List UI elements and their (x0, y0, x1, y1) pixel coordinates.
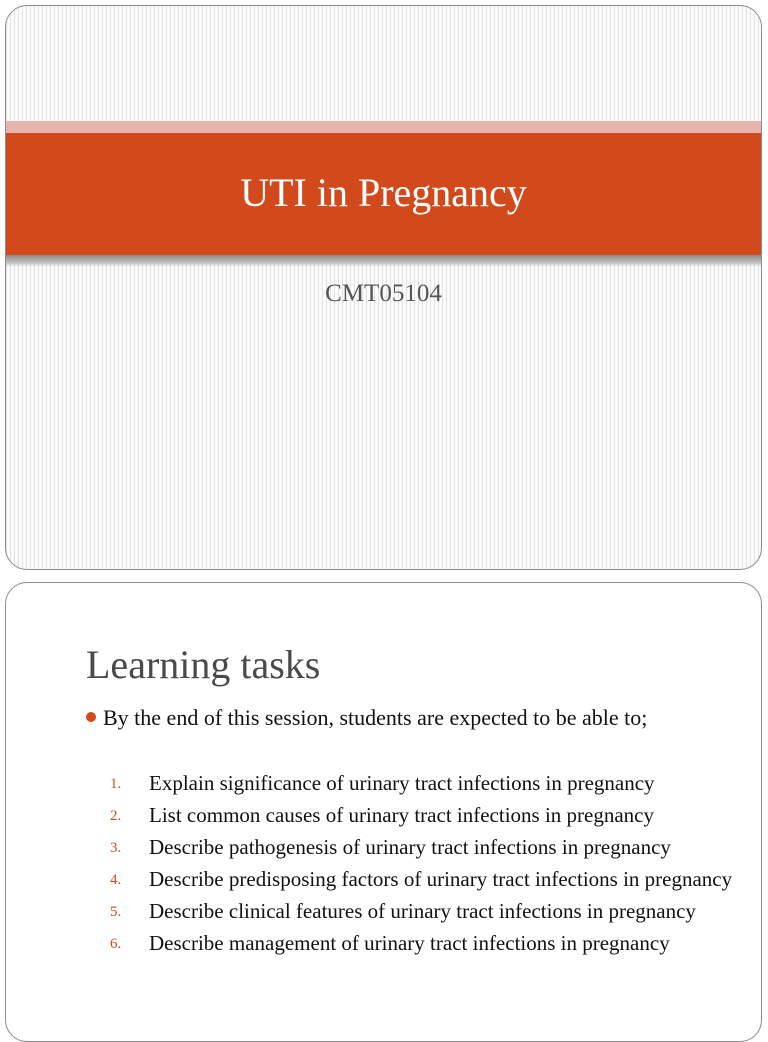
bullet-dot-icon (86, 712, 96, 722)
task-number: 4. (110, 872, 122, 888)
task-number: 2. (110, 808, 122, 824)
task-item (110, 929, 740, 958)
title-band-highlight (6, 121, 761, 133)
task-item (110, 897, 740, 926)
task-text: Describe predisposing factors of urinary tract infections in pregnancy (149, 867, 733, 891)
task-text: Describe pathogenesis of urinary tract infections in pregnancy (149, 835, 671, 859)
task-text: Explain significance of urinary tract infections in pregnancy (149, 771, 655, 795)
task-text: List common causes of urinary tract infections in pregnancy (149, 803, 655, 827)
task-number: 6. (110, 936, 122, 952)
task-number: 5. (110, 904, 122, 920)
task-item (110, 865, 740, 894)
task-item (110, 833, 740, 862)
task-item (110, 801, 740, 830)
intro-bullet-text: By the end of this session, students are expected to be able to; (103, 705, 648, 730)
title-band-shadow (6, 255, 761, 267)
task-number: 1. (110, 776, 122, 792)
slide-subtitle: CMT05104 (325, 280, 442, 307)
title-band (6, 133, 761, 255)
title-slide (5, 5, 762, 570)
learning-tasks-title: Learning tasks (86, 642, 321, 687)
intro-bullet (86, 703, 726, 733)
learning-tasks-slide (5, 582, 762, 1042)
slide-title: UTI in Pregnancy (240, 169, 527, 215)
task-item (110, 769, 740, 798)
task-number: 3. (110, 840, 122, 856)
tasks-list (110, 769, 740, 961)
task-text: Describe clinical features of urinary tract infections in pregnancy (149, 899, 696, 923)
task-text: Describe management of urinary tract infections in pregnancy (149, 931, 670, 955)
